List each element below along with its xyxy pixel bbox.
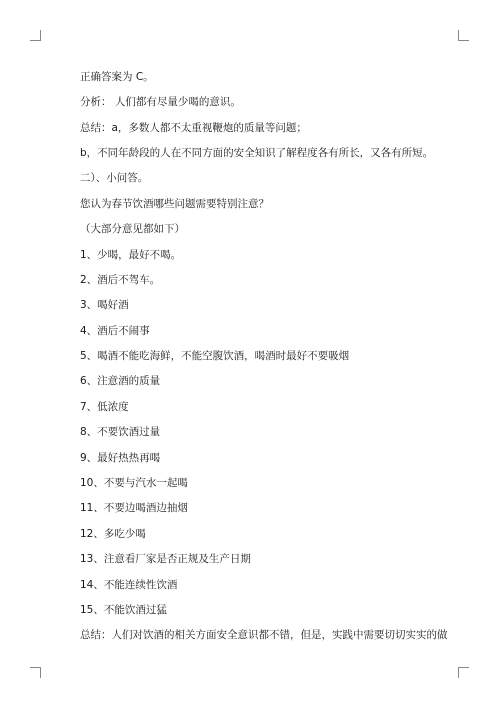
crop-mark-top-right (458, 30, 469, 41)
list-item: 15、不能饮酒过猛 (80, 604, 167, 616)
list-item: 2、酒后不驾车。 (80, 274, 161, 286)
crop-mark-bottom-right (458, 667, 469, 678)
summary-a-line: 总结：a，多数人都不太重视鞭炮的质量等问题； (80, 122, 307, 134)
crop-mark-bottom-left (30, 667, 41, 678)
list-item: 1、少喝，最好不喝。 (80, 249, 182, 261)
analysis-line: 分析： 人们都有尽量少喝的意识。 (80, 96, 241, 108)
list-item: 14、不能连续性饮酒 (80, 579, 178, 591)
list-item: 11、不要边喝酒边抽烟 (80, 502, 188, 514)
summary-b-line: b，不同年龄段的人在不同方面的安全知识了解程度各有所长，又各有所短。 (80, 147, 434, 159)
section-heading: 二）、小问答。 (80, 172, 149, 184)
list-item: 3、喝好酒 (80, 299, 129, 311)
list-item: 12、多吃少喝 (80, 528, 146, 540)
list-item: 5、喝酒不能吃海鲜，不能空腹饮酒，喝酒时最好不要吸烟 (80, 350, 350, 362)
list-item: 8、不要饮酒过量 (80, 426, 161, 438)
opinion-intro: （大部分意见都如下） (80, 223, 185, 235)
list-item: 6、注意酒的质量 (80, 375, 161, 387)
list-item: 7、低浓度 (80, 401, 129, 413)
list-item: 10、不要与汽水一起喝 (80, 477, 188, 489)
list-item: 4、酒后不闹事 (80, 325, 150, 337)
final-summary-line: 总结：人们对饮酒的相关方面安全意识都不错，但是，实践中需要切切实实的做 (80, 629, 448, 641)
list-item: 13、注意看厂家是否正规及生产日期 (80, 553, 251, 565)
list-item: 9、最好热热再喝 (80, 452, 161, 464)
answer-line: 正确答案为 C。 (80, 71, 154, 83)
crop-mark-top-left (30, 30, 41, 41)
question-line: 您认为春节饮酒哪些问题需要特别注意？ (80, 198, 269, 210)
